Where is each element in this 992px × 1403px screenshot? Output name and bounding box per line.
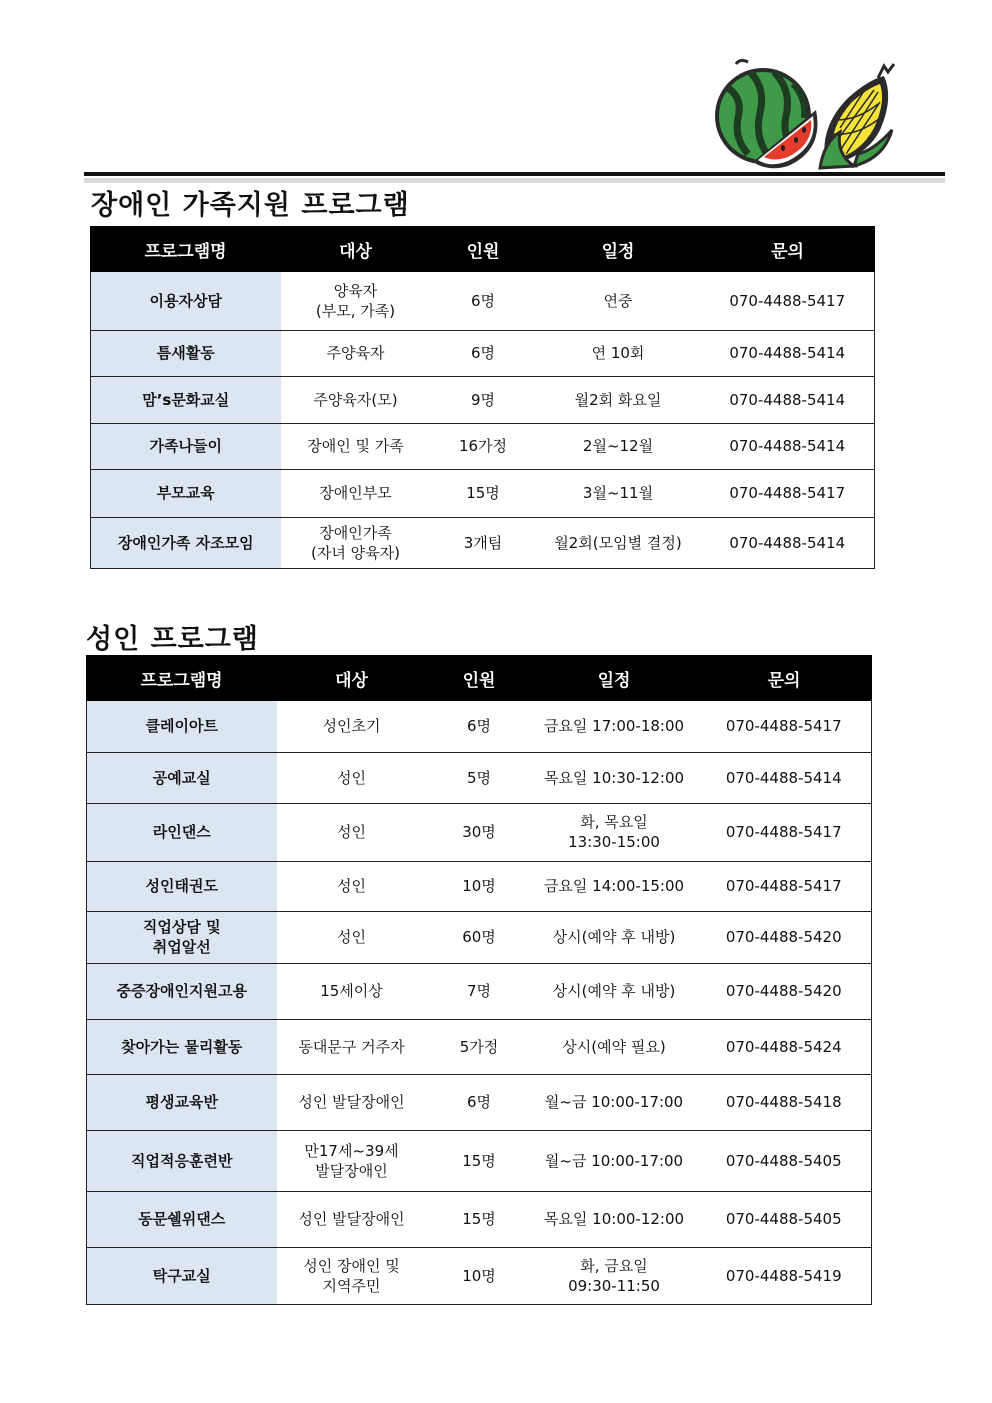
schedule-cell: 화, 목요일 13:30-15:00 (532, 803, 697, 861)
target-cell: 장애인부모 (281, 469, 431, 517)
program-name-cell: 평생교육반 (87, 1074, 277, 1130)
table-header-row (91, 226, 875, 272)
watermelon-icon (715, 60, 817, 168)
count-cell: 6명 (431, 330, 536, 376)
count-cell: 15명 (427, 1130, 532, 1191)
target-cell: 성인 (277, 911, 427, 963)
table-row (91, 330, 875, 376)
schedule-cell: 2월~12월 (536, 423, 701, 469)
column-header-contact: 문의 (697, 655, 872, 701)
target-cell: 성인 (277, 861, 427, 911)
count-cell: 10명 (427, 861, 532, 911)
table-row (91, 517, 875, 568)
table-header-row (87, 655, 872, 701)
target-cell: 동대문구 거주자 (277, 1019, 427, 1074)
program-name-cell: 탁구교실 (87, 1247, 277, 1304)
table-row (87, 1247, 872, 1304)
column-header-target: 대상 (277, 655, 427, 701)
target-cell: 성인 발달장애인 (277, 1191, 427, 1247)
count-cell: 3개팀 (431, 517, 536, 568)
column-header-count: 인원 (427, 655, 532, 701)
target-cell: 장애인 및 가족 (281, 423, 431, 469)
program-name-cell: 부모교육 (91, 469, 281, 517)
contact-cell: 070-4488-5420 (697, 911, 872, 963)
target-cell: 성인 (277, 803, 427, 861)
table-row (87, 803, 872, 861)
corn-icon (820, 64, 894, 168)
contact-cell: 070-4488-5414 (697, 752, 872, 803)
target-cell: 만17세~39세 발달장애인 (277, 1130, 427, 1191)
column-header-name: 프로그램명 (87, 655, 277, 701)
schedule-cell: 3월~11월 (536, 469, 701, 517)
program-name-cell: 클레이아트 (87, 701, 277, 752)
schedule-cell: 금요일 14:00-15:00 (532, 861, 697, 911)
schedule-cell: 월~금 10:00-17:00 (532, 1130, 697, 1191)
adult-program-table (86, 655, 872, 1305)
target-cell: 주양육자 (281, 330, 431, 376)
table-row (87, 1130, 872, 1191)
target-cell: 15세이상 (277, 963, 427, 1019)
table-row (87, 1074, 872, 1130)
program-name-cell: 찾아가는 물리활동 (87, 1019, 277, 1074)
program-name-cell: 장애인가족 자조모임 (91, 517, 281, 568)
program-name-cell: 동문쉘위댄스 (87, 1191, 277, 1247)
contact-cell: 070-4488-5419 (697, 1247, 872, 1304)
contact-cell: 070-4488-5418 (697, 1074, 872, 1130)
column-header-name: 프로그램명 (91, 226, 281, 272)
target-cell: 성인 장애인 및 지역주민 (277, 1247, 427, 1304)
fruit-illustration (708, 58, 898, 178)
contact-cell: 070-4488-5417 (701, 469, 875, 517)
count-cell: 16가정 (431, 423, 536, 469)
count-cell: 60명 (427, 911, 532, 963)
table-row (87, 701, 872, 752)
family-program-table (90, 226, 875, 569)
contact-cell: 070-4488-5414 (701, 330, 875, 376)
schedule-cell: 목요일 10:30-12:00 (532, 752, 697, 803)
count-cell: 7명 (427, 963, 532, 1019)
schedule-cell: 상시(예약 필요) (532, 1019, 697, 1074)
table-row (87, 752, 872, 803)
column-header-schedule: 일정 (532, 655, 697, 701)
schedule-cell: 화, 금요일 09:30-11:50 (532, 1247, 697, 1304)
table-row (87, 861, 872, 911)
schedule-cell: 금요일 17:00-18:00 (532, 701, 697, 752)
schedule-cell: 월2회(모임별 결정) (536, 517, 701, 568)
program-name-cell: 중증장애인지원고용 (87, 963, 277, 1019)
program-name-cell: 가족나들이 (91, 423, 281, 469)
table-row (87, 911, 872, 963)
schedule-cell: 연 10회 (536, 330, 701, 376)
program-name-cell: 직업상담 및 취업알선 (87, 911, 277, 963)
schedule-cell: 목요일 10:00-12:00 (532, 1191, 697, 1247)
program-name-cell: 맘’s문화교실 (91, 376, 281, 423)
count-cell: 10명 (427, 1247, 532, 1304)
table-row (91, 272, 875, 330)
program-name-cell: 이용자상담 (91, 272, 281, 330)
schedule-cell: 상시(예약 후 내방) (532, 911, 697, 963)
count-cell: 6명 (427, 701, 532, 752)
count-cell: 6명 (431, 272, 536, 330)
column-header-schedule: 일정 (536, 226, 701, 272)
target-cell: 장애인가족 (자녀 양육자) (281, 517, 431, 568)
count-cell: 30명 (427, 803, 532, 861)
contact-cell: 070-4488-5414 (701, 423, 875, 469)
count-cell: 9명 (431, 376, 536, 423)
target-cell: 성인 (277, 752, 427, 803)
section-title-adult: 성인 프로그램 (86, 624, 259, 655)
contact-cell: 070-4488-5417 (697, 861, 872, 911)
table-row (91, 469, 875, 517)
header-rule (84, 172, 945, 176)
program-name-cell: 공예교실 (87, 752, 277, 803)
contact-cell: 070-4488-5405 (697, 1191, 872, 1247)
column-header-contact: 문의 (701, 226, 875, 272)
contact-cell: 070-4488-5417 (697, 803, 872, 861)
table-row (87, 963, 872, 1019)
table-row (87, 1191, 872, 1247)
contact-cell: 070-4488-5424 (697, 1019, 872, 1074)
contact-cell: 070-4488-5414 (701, 376, 875, 423)
table-row (91, 423, 875, 469)
section-title-family: 장애인 가족지원 프로그램 (91, 190, 410, 221)
table-row (87, 1019, 872, 1074)
contact-cell: 070-4488-5414 (701, 517, 875, 568)
column-header-target: 대상 (281, 226, 431, 272)
schedule-cell: 월~금 10:00-17:00 (532, 1074, 697, 1130)
table-row (91, 376, 875, 423)
schedule-cell: 상시(예약 후 내방) (532, 963, 697, 1019)
program-name-cell: 성인태권도 (87, 861, 277, 911)
program-name-cell: 직업적응훈련반 (87, 1130, 277, 1191)
count-cell: 15명 (427, 1191, 532, 1247)
target-cell: 양육자 (부모, 가족) (281, 272, 431, 330)
contact-cell: 070-4488-5405 (697, 1130, 872, 1191)
count-cell: 15명 (431, 469, 536, 517)
target-cell: 주양육자(모) (281, 376, 431, 423)
contact-cell: 070-4488-5420 (697, 963, 872, 1019)
count-cell: 6명 (427, 1074, 532, 1130)
schedule-cell: 월2회 화요일 (536, 376, 701, 423)
contact-cell: 070-4488-5417 (701, 272, 875, 330)
count-cell: 5명 (427, 752, 532, 803)
program-name-cell: 틈새활동 (91, 330, 281, 376)
target-cell: 성인초기 (277, 701, 427, 752)
contact-cell: 070-4488-5417 (697, 701, 872, 752)
target-cell: 성인 발달장애인 (277, 1074, 427, 1130)
program-name-cell: 라인댄스 (87, 803, 277, 861)
count-cell: 5가정 (427, 1019, 532, 1074)
schedule-cell: 연중 (536, 272, 701, 330)
column-header-count: 인원 (431, 226, 536, 272)
